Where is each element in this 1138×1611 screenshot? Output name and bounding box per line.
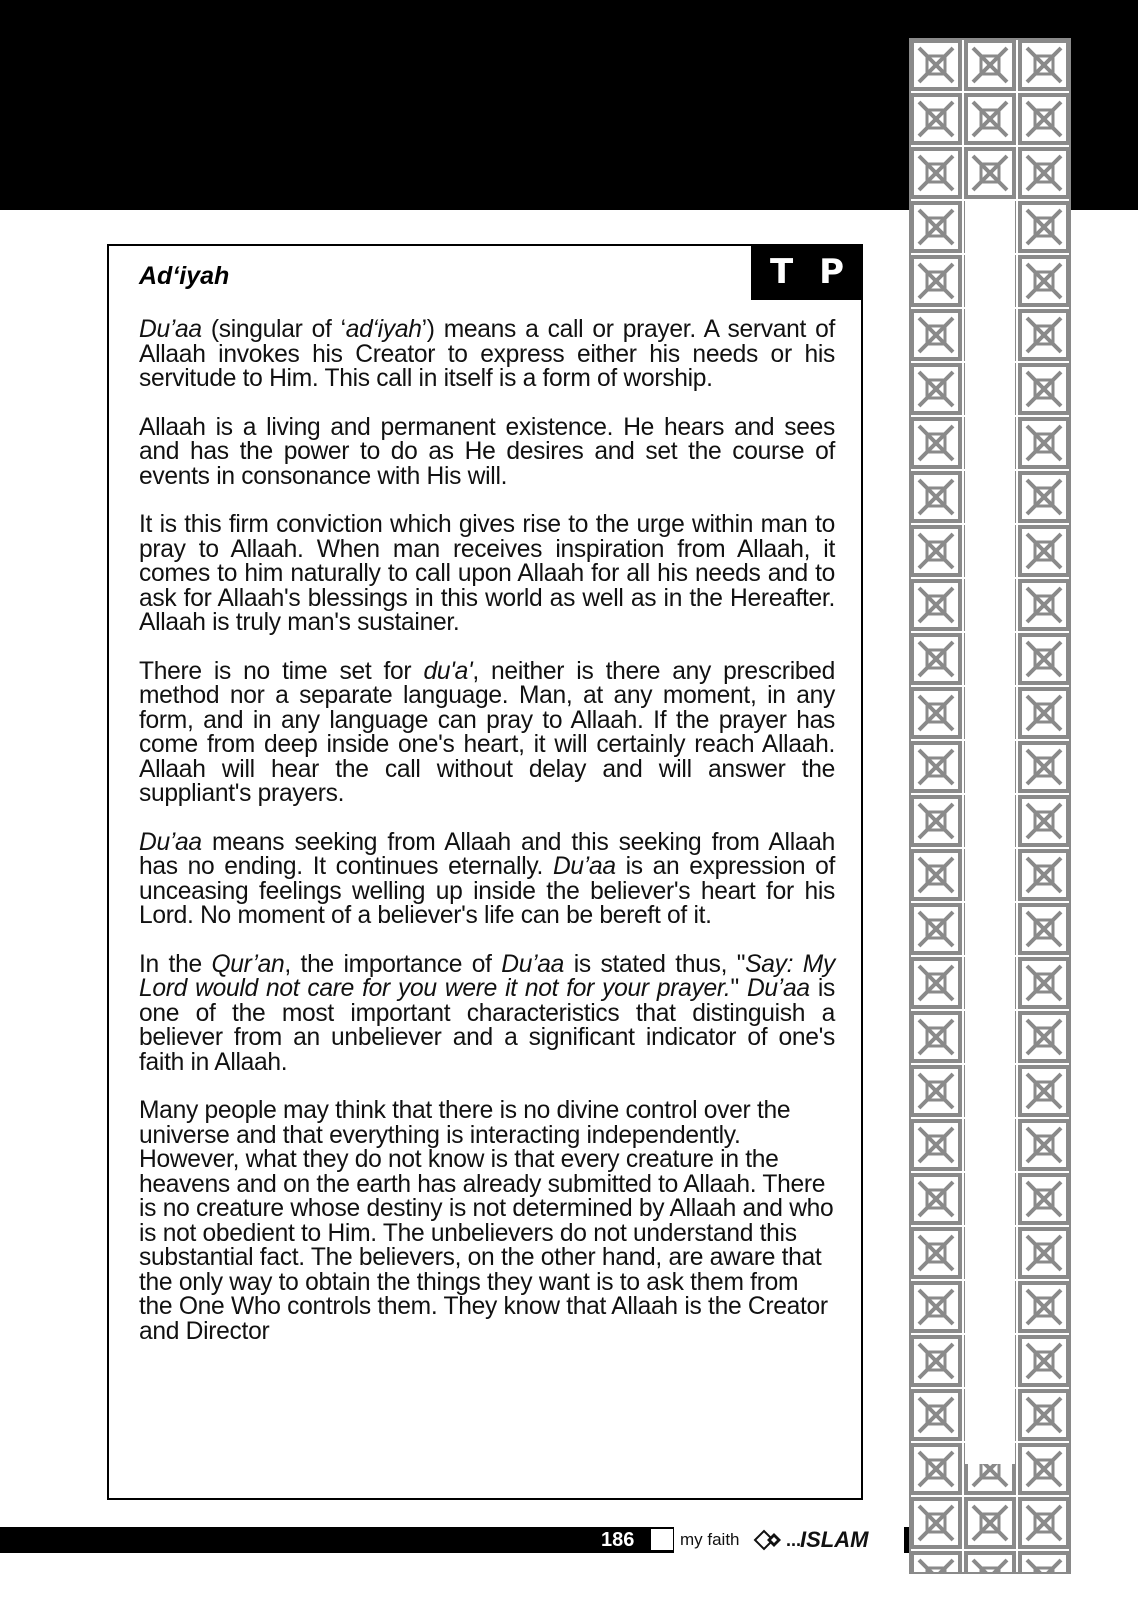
article-title: Ad‘iyah [139, 262, 230, 290]
diamond-logo-icon [752, 1527, 786, 1553]
brand-dots: ... [786, 1530, 802, 1550]
tp-badge [751, 244, 863, 300]
paragraph: In the Qur’an, the importance of Du’aa is stated thus, "Say: My Lord would not care for you were it not for your prayer." Du’aa is one of the most important characteristics that distinguish a believer from an unbeliever and a significant indicator of one's faith in Allaah. [139, 950, 835, 1076]
paragraph: It is this firm conviction which gives rise to the urge within man to pray to Allaah. When man receives inspiration from Allaah, it comes to him naturally to call upon Allaah for all his needs and to ask for Allaah's blessings in this world as well as in the Hereafter. Allaah is truly man's sustainer. [139, 511, 835, 636]
badge-letter-p: P [819, 252, 845, 292]
brand-name: ISLAM [800, 1527, 869, 1552]
paragraph: There is no time set for du'a', neither is there any prescribed method nor a separate language. Man, at any moment, in any form, and in any language can pray to Allaah. If the prayer has come from deep inside one's heart, it will certainly reach Allaah. Allaah will hear the call without delay and will answer the suppliant's prayers. [139, 657, 835, 807]
page-number-box [650, 1528, 674, 1551]
paragraph: Du’aa (singular of ‘ad‘iyah’) means a call or prayer. A servant of Allaah invokes his Creator to express either his needs or his servitude to Him. This call in itself is a form of worship. [139, 316, 836, 392]
series-label: my faith [680, 1530, 740, 1549]
paragraph: Du’aa means seeking from Allaah and this seeking from Allaah has no ending. It continues eternally. Du’aa is an expression of unceasing feelings welling up inside the believer's heart for his Lord. No moment of a believer's life can be bereft of it. [139, 828, 835, 929]
page-number: 186 [601, 1529, 635, 1551]
article-box [107, 244, 863, 1500]
badge-letter-t: T [769, 252, 794, 292]
paragraph: Many people may think that there is no divine control over the universe and that everything is interacting independently. However, what they do not know is that every creature in the heavens and on the earth has already submitted to Allaah. There is no creature whose destiny is not determined by Allaah and who is not obedient to Him. The unbelievers do not understand this substantial fact. The believers, on the other hand, are aware that the only way to obtain the things they want is to ask them from the One Who controls them. They know that Allaah is the Creator and Director [139, 1097, 834, 1345]
article-body [139, 318, 835, 1344]
paragraph: Allaah is a living and permanent existence. He hears and sees and has the power to do as He desires and set the course of events in consonance with His will. [139, 413, 835, 490]
knotwork-border-ornament [909, 38, 1071, 1574]
